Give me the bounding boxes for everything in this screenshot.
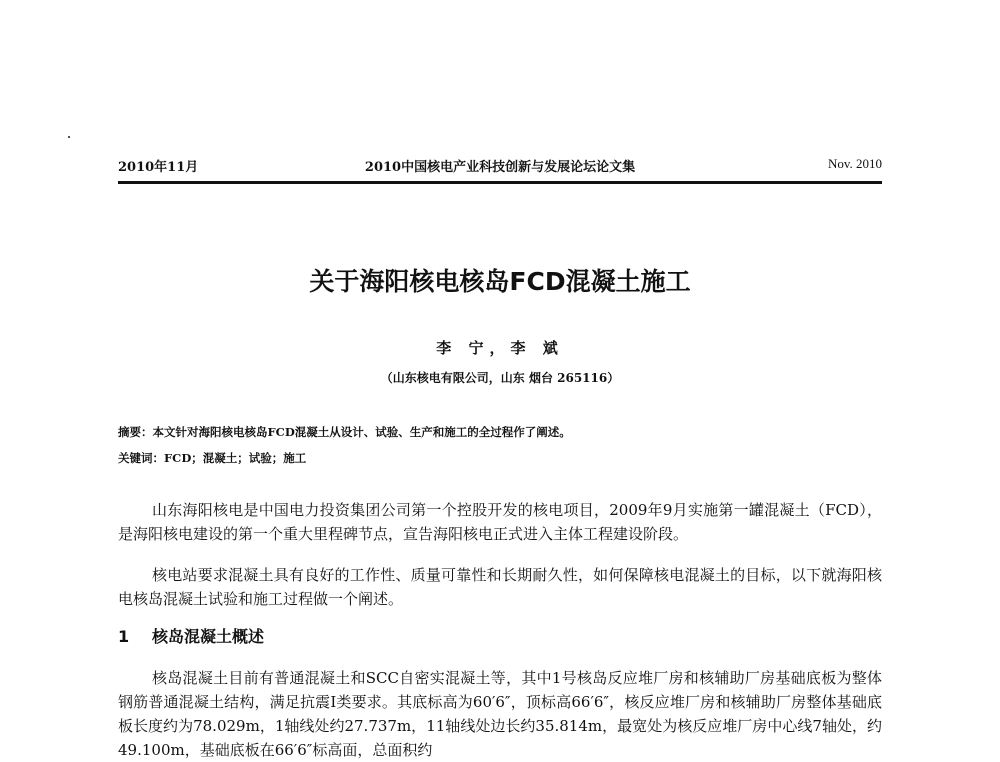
abstract-text: 本文针对海阳核电核岛FCD混凝土从设计、试验、生产和施工的全过程作了阐述。 <box>152 425 571 439</box>
running-header <box>118 152 882 178</box>
paper-authors: 李 宁，李 斌 <box>436 339 564 357</box>
keywords-label: 关键词： <box>118 451 164 465</box>
header-date-english: Nov. 2010 <box>827 156 882 171</box>
section-heading <box>118 624 264 647</box>
body-paragraph-1: 山东海阳核电是中国电力投资集团公司第一个控股开发的核电项目，2009年9月实施第一罐混凝土（FCD），是海阳核电建设的第一个重大里程碑节点，宣告海阳核电正式进入主体工程建设阶段。 <box>118 501 882 543</box>
header-proceedings-title: 2010中国核电产业科技创新与发展论坛论文集 <box>364 160 636 175</box>
section-title: 核岛混凝土概述 <box>152 627 265 646</box>
body-paragraph-2: 核电站要求混凝土具有良好的工作性、质量可靠性和长期耐久性，如何保障核电混凝土的目标，以下就海阳核电核岛混凝土试验和施工过程做一个阐述。 <box>118 566 882 608</box>
header-rule <box>118 181 882 184</box>
abstract-label: 摘要： <box>118 425 153 439</box>
section-number: 1 <box>118 627 130 646</box>
keywords-text: FCD；混凝土；试验；施工 <box>164 451 307 465</box>
author-affiliation: （山东核电有限公司，山东 烟台 265116） <box>380 371 620 385</box>
scan-speck <box>68 136 70 138</box>
header-date: 2010年11月 <box>118 160 199 175</box>
abstract <box>118 424 882 440</box>
body-paragraph-3: 核岛混凝土目前有普通混凝土和SCC自密实混凝土等，其中1号核岛反应堆厂房和核辅助厂房基础底板为整体钢筋普通混凝土结构，满足抗震I类要求。其底标高为60′6″，顶标高66′6″，核反应堆厂房和核辅助厂房整体基础底板长度约为78.029m，1轴线处约27.737m，11轴线处边长约35.814m，最宽处为核反应堆厂房中心线7轴处，约49.100m，基础底板在66′6″标高面，总面积约 <box>118 669 882 759</box>
paper-title: 关于海阳核电核岛FCD混凝土施工 <box>309 267 691 296</box>
keywords <box>118 450 882 466</box>
